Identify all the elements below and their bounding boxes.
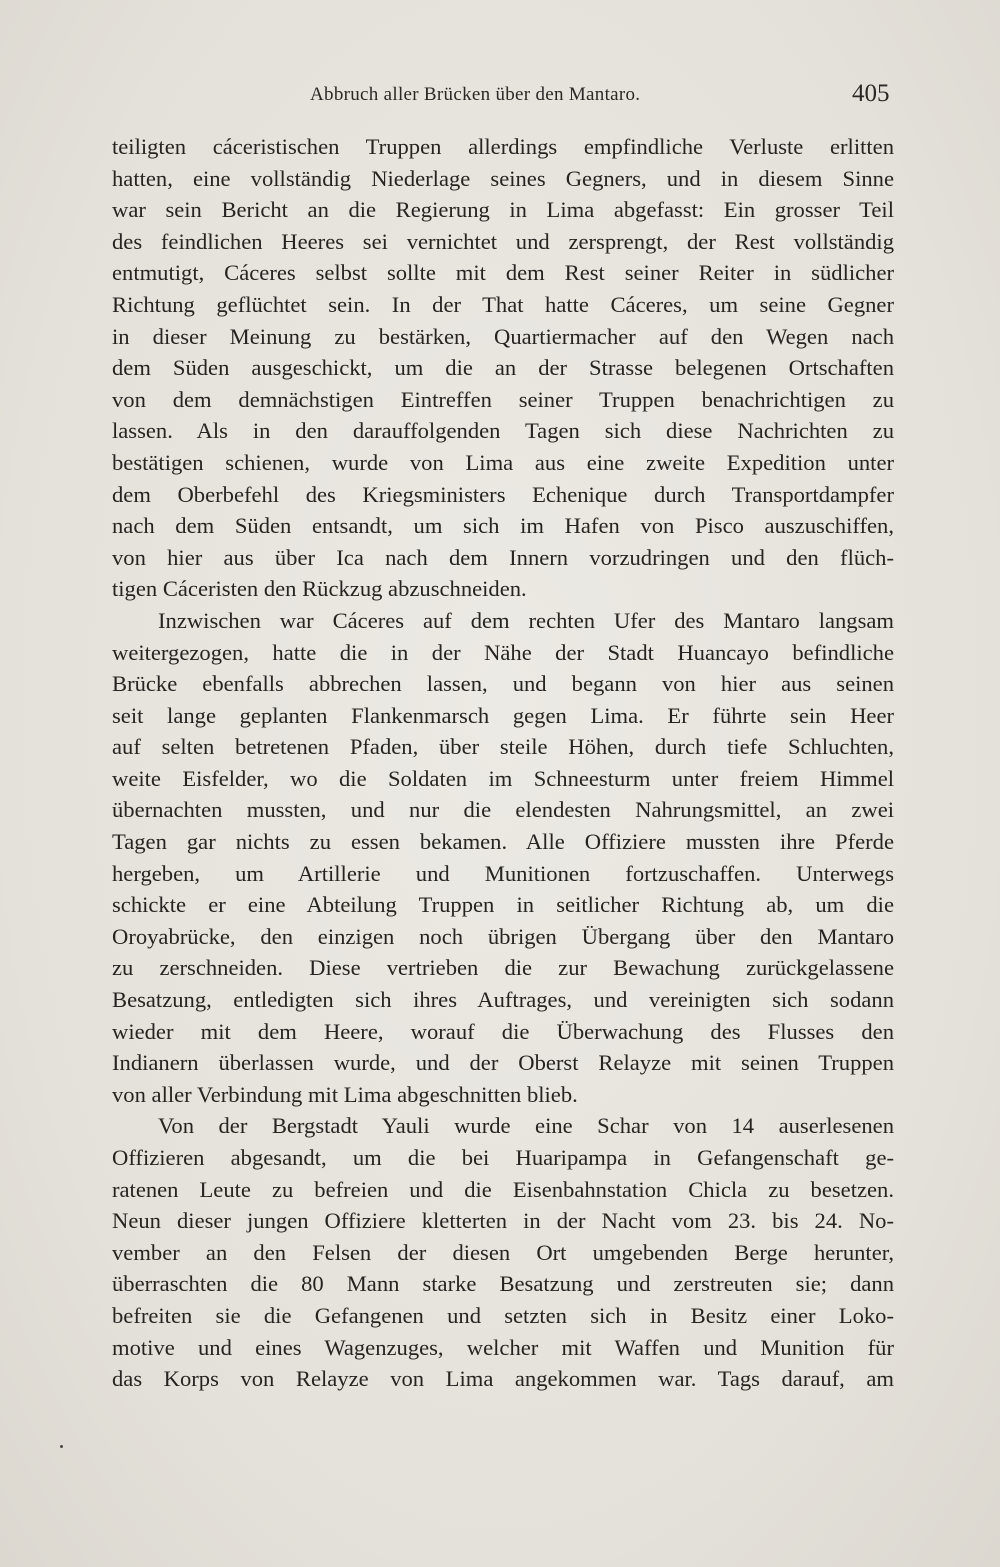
text-line: wieder mit dem Heere, worauf die Überwachung des Flusses den	[112, 1018, 894, 1044]
text-line: dem Oberbefehl des Kriegsministers Echenique durch Transportdampfer	[112, 481, 894, 507]
text-line: überraschten die 80 Mann starke Besatzung und zerstreuten sie; dann	[112, 1271, 894, 1297]
paragraph	[112, 131, 894, 605]
page-number: 405	[852, 80, 890, 107]
text-line: von dem demnächstigen Eintreffen seiner Truppen benachrichtigen zu	[112, 386, 894, 412]
text-line: von aller Verbindung mit Lima abgeschnitten blieb.	[112, 1081, 578, 1107]
text-line: Brücke ebenfalls abbrechen lassen, und begann von hier aus seinen	[112, 671, 894, 697]
text-line: in dieser Meinung zu bestärken, Quartiermacher auf den Wegen nach	[112, 323, 894, 349]
text-line: weite Eisfelder, wo die Soldaten im Schneesturm unter freiem Himmel	[112, 765, 894, 791]
text-line: Neun dieser jungen Offiziere kletterten in der Nacht vom 23. bis 24. No-	[112, 1208, 894, 1234]
text-line: Richtung geflüchtet sein. In der That hatte Cáceres, um seine Gegner	[112, 291, 894, 317]
text-line: schickte er eine Abteilung Truppen in seitlicher Richtung ab, um die	[112, 892, 894, 918]
text-line: auf selten betretenen Pfaden, über steile Höhen, durch tiefe Schluchten,	[112, 734, 894, 760]
text-line: hatten, eine vollständig Niederlage seines Gegners, und in diesem Sinne	[112, 165, 894, 191]
text-line: Von der Bergstadt Yauli wurde eine Schar von 14 auserlesenen	[158, 1113, 894, 1139]
text-line: des feindlichen Heeres sei vernichtet und zersprengt, der Rest vollständig	[112, 228, 894, 254]
text-line: übernachten mussten, und nur die elendesten Nahrungsmittel, an zwei	[112, 797, 894, 823]
text-line: Offizieren abgesandt, um die bei Huaripampa in Gefangenschaft ge-	[112, 1145, 894, 1170]
text-line: motive und eines Wagenzuges, welcher mit Waffen und Munition für	[112, 1334, 894, 1360]
text-line: Inzwischen war Cáceres auf dem rechten Ufer des Mantaro langsam	[158, 607, 894, 633]
text-line: ratenen Leute zu befreien und die Eisenbahnstation Chicla zu besetzen.	[112, 1176, 894, 1202]
paragraph	[112, 605, 894, 1111]
paragraph	[112, 1110, 894, 1394]
text-line: weitergezogen, hatte die in der Nähe der Stadt Huancayo befindliche	[112, 639, 894, 665]
text-line: Besatzung, entledigten sich ihres Auftrages, und vereinigten sich sodann	[112, 987, 894, 1013]
text-line: befreiten sie die Gefangenen und setzten sich in Besitz einer Loko-	[112, 1302, 894, 1328]
text-line: Tagen gar nichts zu essen bekamen. Alle Offiziere mussten ihre Pferde	[112, 829, 894, 855]
text-line: zu zerschneiden. Diese vertrieben die zur Bewachung zurückgelassene	[112, 955, 894, 981]
text-line: nach dem Süden entsandt, um sich im Hafen von Pisco auszuschiffen,	[112, 513, 894, 539]
text-line: Oroyabrücke, den einzigen noch übrigen Übergang über den Mantaro	[112, 923, 894, 949]
text-line: dem Süden ausgeschickt, um die an der Strasse belegenen Ortschaften	[112, 355, 894, 381]
running-title: Abbruch aller Brücken über den Mantaro.	[310, 84, 641, 105]
text-line: entmutigt, Cáceres selbst sollte mit dem Rest seiner Reiter in südlicher	[112, 260, 894, 286]
text-line: von hier aus über Ica nach dem Innern vorzudringen und den flüch-	[112, 544, 894, 570]
text-line: tigen Cáceristen den Rückzug abzuschneiden.	[112, 576, 527, 602]
text-line: lassen. Als in den darauffolgenden Tagen sich diese Nachrichten zu	[112, 418, 894, 444]
text-line: teiligten cáceristischen Truppen allerdings empfindliche Verluste erlitten	[112, 134, 894, 159]
text-line: seit lange geplanten Flankenmarsch gegen Lima. Er führte sein Heer	[112, 702, 894, 728]
text-line: Indianern überlassen wurde, und der Oberst Relayze mit seinen Truppen	[112, 1050, 894, 1076]
text-line: vember an den Felsen der diesen Ort umgebenden Berge herunter,	[112, 1239, 894, 1265]
text-line: war sein Bericht an die Regierung in Lima abgefasst: Ein grosser Teil	[112, 197, 894, 223]
paper-speck	[60, 1445, 63, 1448]
text-line: hergeben, um Artillerie und Munitionen fortzuschaffen. Unterwegs	[112, 860, 894, 886]
text-line: bestätigen schienen, wurde von Lima aus eine zweite Expedition unter	[112, 449, 894, 475]
text-line: das Korps von Relayze von Lima angekommen war. Tags darauf, am	[112, 1366, 894, 1392]
body-text	[112, 131, 894, 1395]
